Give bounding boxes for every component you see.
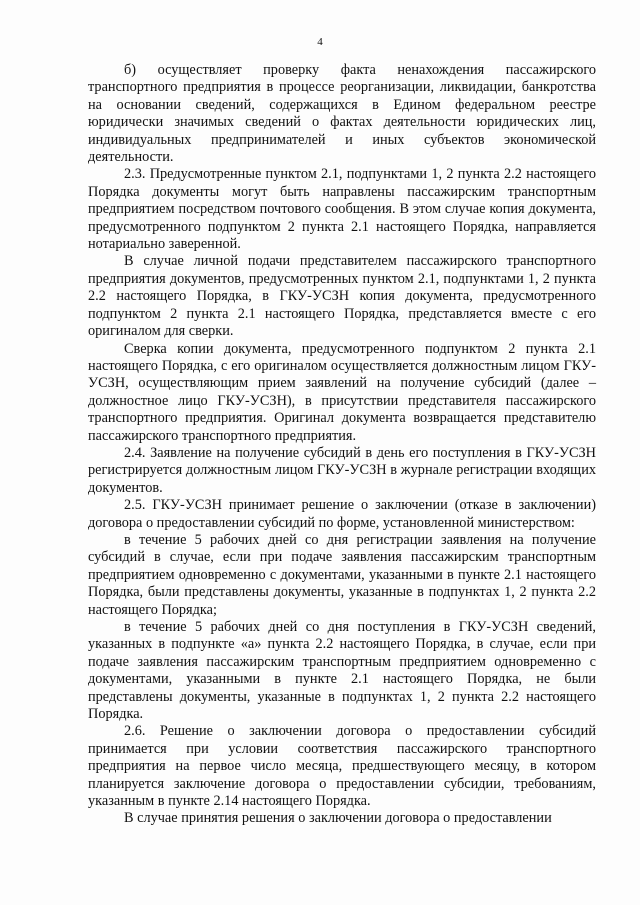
paragraph-2-3: 2.3. Предусмотренные пунктом 2.1, подпунктами 1, 2 пункта 2.2 настоящего Порядка документы могут быть направлены пассажирским транспортным предприятием посредством почтового сообщения. В этом случае копия документа, предусмотренного подпунктом 2 пункта 2.1 настоящего Порядка, направляется нотариально заверенной. xyxy=(88,166,596,253)
paragraph-2-5: 2.5. ГКУ-УСЗН принимает решение о заключении (отказе в заключении) договора о предоставлении субсидий по форме, установленной министерством: xyxy=(88,497,596,531)
paragraph-2-5-term-1: в течение 5 рабочих дней со дня регистрации заявления на получение субсидий в случае, если при подаче заявления пассажирским транспортным предприятием одновременно с документами, указанными в пункте 2.1 настоящего Порядка, были представлены документы, указанные в подпунктах 1, 2 пункта 2.2 настоящего Порядка; xyxy=(88,531,596,618)
document-body xyxy=(88,62,596,828)
paragraph-2-4: 2.4. Заявление на получение субсидий в день его поступления в ГКУ-УСЗН регистрируется должностным лицом ГКУ-УСЗН в журнале регистрации входящих документов. xyxy=(88,444,596,496)
paragraph-personal-submission: В случае личной подачи представителем пассажирского транспортного предприятия документов, предусмотренных пунктом 2.1, подпунктами 1, 2 пункта 2.2 настоящего Порядка, в ГКУ-УСЗН копия документа, предусмотренного подпунктом 2 пункта 2.1 настоящего Порядка, представляется вместе с его оригиналом для сверки. xyxy=(88,253,596,340)
paragraph-2-6: 2.6. Решение о заключении договора о предоставлении субсидий принимается при условии соответствия пассажирского транспортного предприятия на первое число месяца, предшествующего месяцу, в котором планируется заключение договора о предоставлении субсидии, требованиям, указанным в пункте 2.14 настоящего Порядка. xyxy=(88,723,596,810)
page-number: 4 xyxy=(317,36,323,48)
paragraph-2-2-b: б) осуществляет проверку факта ненахождения пассажирского транспортного предприятия в процессе реорганизации, ликвидации, банкротства на основании сведений, содержащихся в Едином федеральном реестре юридически значимых сведений о фактах деятельности юридических лиц, индивидуальных предпринимателей и иных субъектов экономической деятельности. xyxy=(88,62,596,166)
paragraph-copy-verification: Сверка копии документа, предусмотренного подпунктом 2 пункта 2.1 настоящего Порядка, с его оригиналом осуществляется должностным лицом ГКУ-УСЗН, осуществляющим прием заявлений на получение субсидий (далее – должностное лицо ГКУ-УСЗН), в присутствии представителя пассажирского транспортного предприятия. Оригинал документа возвращается представителю пассажирского транспортного предприятия. xyxy=(88,340,596,444)
paragraph-decision-start: В случае принятия решения о заключении договора о предоставлении xyxy=(124,810,552,827)
paragraph-2-5-term-2: в течение 5 рабочих дней со дня поступления в ГКУ-УСЗН сведений, указанных в подпункте «а» пункта 2.2 настоящего Порядка, в случае, если при подаче заявления пассажирским транспортным предприятием одновременно с документами, указанными в пункте 2.1 настоящего Порядка, не были представлены документы, указанные в подпунктах 1, 2 пункта 2.2 настоящего Порядка. xyxy=(88,619,596,723)
